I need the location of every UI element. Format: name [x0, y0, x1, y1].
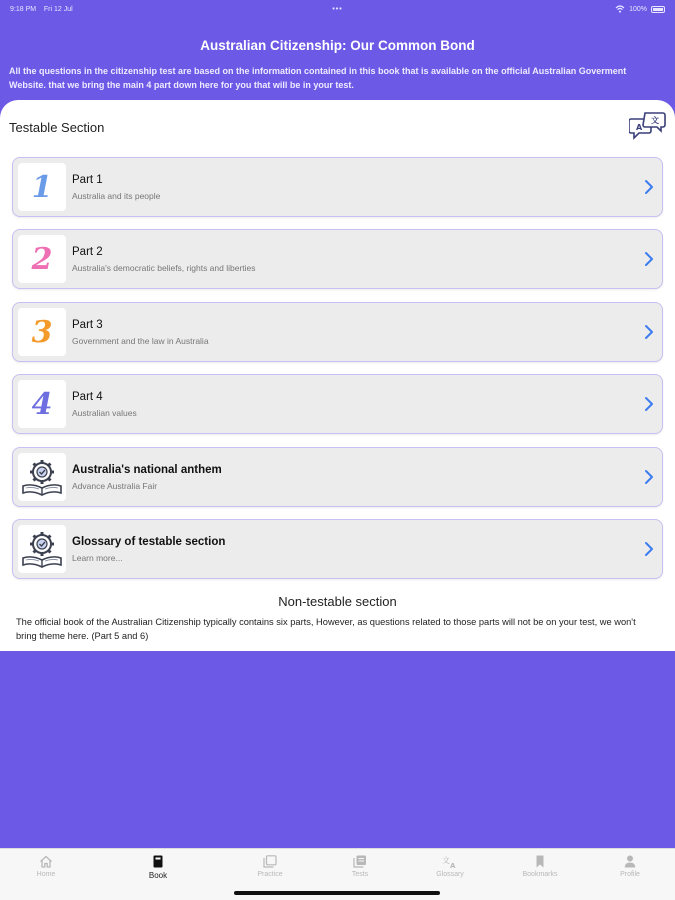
- svg-text:A: A: [636, 123, 643, 132]
- tab-book[interactable]: Book: [128, 855, 188, 880]
- practice-icon: [263, 855, 277, 868]
- status-bar: [0, 0, 675, 18]
- nontestable-section-title: Non-testable section: [278, 594, 397, 609]
- chevron-right-icon: [642, 249, 656, 269]
- tab-home[interactable]: Home: [16, 855, 76, 878]
- number-1-icon: 1: [18, 163, 66, 211]
- home-indicator[interactable]: [234, 891, 440, 895]
- chevron-right-icon: [642, 539, 656, 559]
- card-subtitle: Government and the law in Australia: [72, 336, 209, 346]
- card-title: Part 2: [72, 246, 103, 258]
- tab-glossary[interactable]: 文 A Glossary: [436, 856, 464, 878]
- part-4-card[interactable]: [12, 374, 663, 434]
- part-3-card[interactable]: [12, 302, 663, 362]
- chevron-right-icon: [642, 467, 656, 487]
- wifi-icon: [615, 5, 625, 13]
- page-title: Australian Citizenship: Our Common Bond: [200, 38, 475, 53]
- status-left: [10, 6, 73, 13]
- book-icon: [152, 855, 164, 868]
- card-title: Part 1: [72, 174, 103, 186]
- card-subtitle: Australia's democratic beliefs, rights and liberties: [72, 263, 256, 273]
- battery-percent: 100%: [629, 5, 647, 13]
- tab-tests[interactable]: Tests: [330, 855, 390, 878]
- tab-bookmarks[interactable]: Bookmarks: [510, 855, 570, 878]
- card-title: Australia's national anthem: [72, 464, 222, 476]
- home-icon: [39, 855, 53, 868]
- card-subtitle: Advance Australia Fair: [72, 481, 158, 491]
- card-title: Glossary of testable section: [72, 536, 226, 548]
- tab-profile[interactable]: Profile: [600, 855, 660, 878]
- number-3-icon: 3: [18, 308, 66, 356]
- status-time: 9:18 PM: [10, 5, 37, 13]
- card-subtitle: Australian values: [72, 408, 137, 418]
- status-date: Fri 12 Jul: [43, 5, 73, 13]
- number-4-icon: 4: [18, 380, 66, 428]
- book-gear-icon: [18, 525, 66, 573]
- multitask-dots[interactable]: •••: [332, 5, 343, 13]
- tab-practice[interactable]: Practice: [240, 855, 300, 878]
- profile-icon: [624, 855, 636, 868]
- part-1-card[interactable]: [12, 157, 663, 217]
- number-2-icon: 2: [18, 235, 66, 283]
- status-right: [615, 5, 665, 13]
- bookmark-icon: [534, 855, 546, 868]
- chevron-right-icon: [642, 322, 656, 342]
- card-title: Part 4: [72, 391, 103, 403]
- content-sheet: [0, 100, 675, 651]
- testable-section-title: Testable Section: [9, 120, 105, 135]
- glossary-card[interactable]: [12, 519, 663, 579]
- svg-text:文: 文: [442, 856, 450, 865]
- svg-text:文: 文: [651, 116, 659, 125]
- nontestable-section-description: The official book of the Australian Citizenship typically contains six parts, However, as questions related to those parts will not be on your test, we won't bring theme here. (Part 5 and 6): [16, 617, 636, 641]
- national-anthem-card[interactable]: [12, 447, 663, 507]
- battery-icon: [651, 6, 665, 13]
- book-gear-icon: [18, 453, 66, 501]
- card-subtitle: Learn more...: [72, 553, 123, 563]
- translate-icon: [442, 855, 458, 868]
- card-subtitle: Australia and its people: [72, 191, 161, 201]
- chevron-right-icon: [642, 177, 656, 197]
- chevron-right-icon: [642, 394, 656, 414]
- translate-icon[interactable]: [629, 110, 667, 142]
- card-title: Part 3: [72, 319, 103, 331]
- svg-text:A: A: [450, 862, 456, 868]
- page-description: All the questions in the citizenship test are based on the information contained in this book that is available on the official Australian Goverment Website. that we bring the main 4 part down here for you that will be in your test.: [9, 66, 627, 90]
- tests-icon: [353, 855, 367, 868]
- part-2-card[interactable]: [12, 229, 663, 289]
